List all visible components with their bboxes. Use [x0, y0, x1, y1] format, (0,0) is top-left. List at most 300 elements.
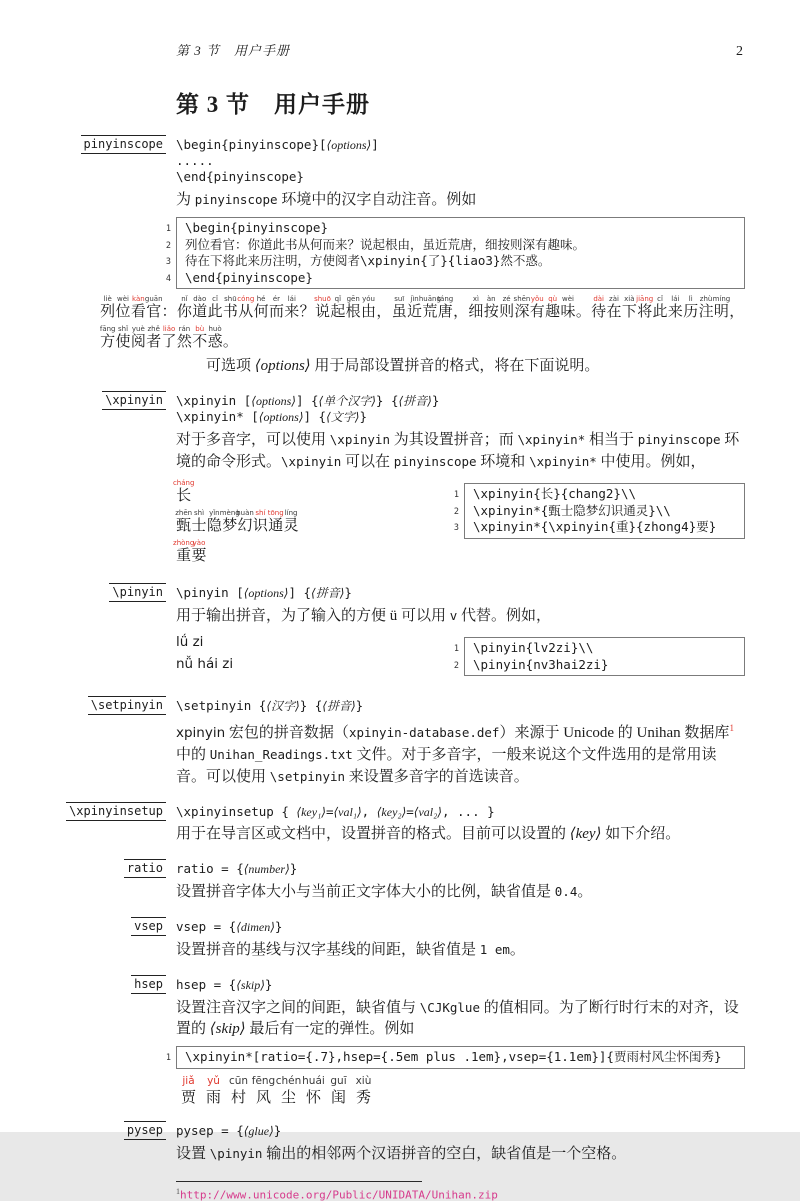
text-segment: ⟨options⟩	[251, 394, 296, 408]
pinyin-syllable: kàn	[132, 295, 145, 303]
hanzi-char: 尘	[281, 1088, 296, 1108]
hanzi-char: 此	[208, 303, 223, 322]
hanzi-char: 起	[330, 303, 345, 322]
text-segment: \end{pinyinscope}	[176, 169, 304, 184]
code-line: \xpinyin*{\xpinyin{重}{zhong4}要}	[473, 519, 736, 536]
ruby-char	[330, 295, 345, 322]
usage-line	[176, 977, 745, 993]
pinyin-syllable: cǐ	[212, 295, 218, 303]
text-segment: ⟨val₁⟩	[333, 805, 361, 819]
line-number: 1	[151, 221, 171, 238]
pinyin-syllable: yào	[193, 539, 206, 547]
pinyin-syllable: yuè	[132, 325, 145, 333]
ruby-char	[422, 295, 437, 322]
hanzi-char: 灵	[284, 517, 299, 536]
pinyin-syllable: wèi	[117, 295, 129, 303]
ruby-char	[637, 295, 652, 322]
macro-label-xpinyin: \xpinyin	[102, 391, 166, 410]
code-line: \pinyin{lv2zi}\\	[473, 640, 736, 657]
ruby-char	[207, 295, 222, 322]
text-segment: 环境中的汉字自动注音。例如	[278, 192, 477, 208]
ruby-char	[683, 295, 698, 322]
content-column	[176, 977, 745, 1111]
section-pinyin	[0, 585, 800, 686]
text-segment: 1 em	[480, 942, 510, 957]
text-segment: 宏包的拼音数据（	[225, 725, 349, 741]
ruby-char	[191, 539, 206, 566]
text-segment: 用于局部设置拼音的格式，将在下面说明。	[311, 358, 600, 374]
running-head	[0, 0, 800, 60]
text-segment: =	[326, 804, 334, 819]
ruby-char	[253, 295, 268, 322]
paragraph	[176, 356, 745, 377]
hanzi-char: 幻	[238, 517, 253, 536]
line-number-gutter	[445, 483, 464, 539]
footnote	[176, 1187, 800, 1201]
ruby-char	[326, 1075, 351, 1108]
section-ratio	[0, 861, 800, 907]
ruby-char	[361, 295, 376, 322]
hanzi-char: 重	[176, 547, 191, 566]
hanzi-char: 列	[100, 303, 115, 322]
ruby-char	[560, 295, 575, 322]
footnote-ref[interactable]: 1	[729, 723, 734, 733]
hanzi-char: 士	[192, 517, 207, 536]
pinyin-syllable: shēn	[514, 295, 531, 303]
pinyin-syllable: cháng	[173, 479, 194, 487]
paragraph	[176, 1143, 745, 1165]
pinyin-syllable: lái	[671, 295, 679, 303]
ruby-char	[284, 295, 299, 322]
usage-pinyinscope	[176, 137, 745, 185]
text-segment: 为其设置拼音；而	[390, 432, 518, 448]
text-segment: 可以在	[341, 454, 394, 470]
hanzi-char: 荒	[422, 303, 437, 322]
page-number: 2	[736, 44, 743, 60]
hanzi-char: 。	[223, 333, 238, 352]
text-segment: 0.4	[555, 884, 578, 899]
hanzi-char: 唐	[438, 303, 453, 322]
pinyin-syllable: liè	[104, 295, 112, 303]
hanzi-char: 说	[315, 303, 330, 322]
content-column	[176, 919, 745, 965]
pinyin-syllable: xiù	[356, 1075, 372, 1088]
code-example-hsep	[176, 1046, 745, 1069]
paragraph	[176, 881, 745, 903]
text-segment: ⟨options⟩	[327, 138, 372, 152]
hanzi-char: 而	[269, 303, 284, 322]
hanzi-char: 近	[407, 303, 422, 322]
section-pysep	[0, 1123, 800, 1169]
pinyin-syllable: zhòng	[173, 539, 194, 547]
usage-setpinyin	[176, 698, 745, 714]
text-segment: 设置拼音字体大小与当前正文字体大小的比例，缺省值是	[176, 884, 555, 900]
hanzi-char: 书	[223, 303, 238, 322]
code-frame	[464, 637, 745, 676]
pinyin-syllable: cūn	[229, 1075, 248, 1088]
margin-column	[0, 698, 176, 792]
macro-label-xpinyinsetup: \xpinyinsetup	[66, 802, 166, 821]
text-segment: 环境和	[477, 454, 530, 470]
text-segment: ⟨options⟩	[259, 410, 304, 424]
code-frame	[176, 1046, 745, 1069]
example-pinyin	[176, 631, 745, 682]
hanzi-char: 虽	[392, 303, 407, 322]
text-segment: ⟨key₂⟩	[377, 805, 407, 819]
section-pinyinscope	[0, 137, 800, 381]
pinyin-syllable: chén	[276, 1075, 302, 1088]
line-number: 2	[445, 658, 459, 675]
text-segment: 设置	[176, 1146, 210, 1162]
pinyin-syllable: cǐ	[657, 295, 663, 303]
usage-line	[176, 919, 745, 935]
ruby-char	[276, 1075, 301, 1108]
ruby-line	[176, 539, 445, 566]
line-number: 3	[151, 254, 171, 271]
example-code-area	[445, 631, 745, 682]
margin-column	[0, 977, 176, 1111]
text-segment: ⟨number⟩	[244, 862, 290, 876]
margin-column	[0, 804, 176, 849]
hanzi-char: 从	[238, 303, 253, 322]
text-segment: 输出的相邻两个汉语拼音的空白，缺省值是一个空格。	[262, 1146, 626, 1162]
text-segment: ] {	[288, 585, 311, 600]
pinyin-syllable: xià	[624, 295, 634, 303]
hanzi-char: 细	[468, 303, 483, 322]
pinyin-syllable: suī	[394, 295, 404, 303]
hanzi-char: 隐	[207, 517, 222, 536]
usage-line	[176, 409, 745, 425]
text-segment: \setpinyin	[270, 769, 345, 784]
margin-column	[0, 861, 176, 907]
text-segment: \CJKglue	[420, 1000, 480, 1015]
key-label-ratio: ratio	[124, 859, 166, 878]
ruby-char	[238, 295, 253, 322]
pinyin-syllable: rán	[179, 325, 191, 333]
pinyin-syllable: xì	[473, 295, 479, 303]
line-number: 1	[445, 641, 459, 658]
margin-column	[0, 1123, 176, 1169]
hanzi-char: 待	[591, 303, 606, 322]
pinyin-syllable: yǒu	[531, 295, 544, 303]
text-segment: ⟨options⟩	[255, 358, 311, 374]
usage-line	[176, 804, 745, 820]
paragraph	[176, 939, 745, 961]
paragraph	[176, 824, 745, 845]
hanzi-char: 明	[714, 303, 729, 322]
ruby-char	[191, 509, 206, 536]
pinyin-output-pinyinscope	[100, 295, 746, 352]
text-segment: 设置拼音的基线与汉字基线的间距，缺省值是	[176, 942, 480, 958]
text-segment: pinyinscope	[638, 432, 721, 447]
text-segment: \setpinyin {	[176, 698, 266, 713]
hanzi-char: ，	[729, 303, 744, 322]
hanzi-char: 秀	[356, 1088, 371, 1108]
text-segment: 如下介绍。	[601, 826, 680, 842]
ruby-char	[499, 295, 514, 322]
hanzi-char: 然	[177, 333, 192, 352]
text-segment: ）来源于 Unicode 的 Unihan 数据库	[499, 725, 729, 741]
ruby-char	[591, 295, 606, 322]
hanzi-char: 则	[499, 303, 514, 322]
code-line: \begin{pinyinscope}	[185, 220, 736, 237]
code-frame	[176, 217, 745, 289]
usage-pysep	[176, 1123, 745, 1139]
hanzi-char: 要	[192, 547, 207, 566]
content-column	[176, 585, 745, 686]
text-segment: 用于输出拼音，为了输入的方便 ü 可以用	[176, 608, 450, 624]
text-segment: xpinyin	[176, 725, 225, 741]
text-segment: ] {	[304, 409, 327, 424]
text-segment: ⟨单个汉字⟩	[319, 394, 376, 408]
hanzi-char: 注	[699, 303, 714, 322]
hanzi-char: 按	[484, 303, 499, 322]
pinyin-syllable: huò	[209, 325, 222, 333]
pinyin-syllable: zhě	[147, 325, 159, 333]
key-label-hsep: hsep	[131, 975, 166, 994]
ruby-char	[269, 295, 284, 322]
code-line: \xpinyin{长}{chang2}\\	[473, 486, 736, 503]
ruby-char	[115, 325, 130, 352]
text-segment: \xpinyin*	[529, 454, 597, 469]
text-segment: ⟨拼音⟩	[311, 586, 344, 600]
text-segment: }	[356, 698, 364, 713]
text-segment: 对于多音字，可以使用	[176, 432, 330, 448]
pinyin-syllable: cóng	[237, 295, 254, 303]
ruby-char	[299, 295, 314, 322]
hanzi-char: 在	[607, 303, 622, 322]
pinyin-syllable: guī	[330, 1075, 346, 1088]
text-segment: \xpinyin [	[176, 393, 251, 408]
hanzi-char: 由	[361, 303, 376, 322]
pinyin-syllable: zhù	[700, 295, 713, 303]
pinyin-syllable: huái	[302, 1075, 325, 1088]
ruby-char	[223, 325, 238, 352]
pinyin-syllable: shì	[194, 509, 204, 517]
code-line: \pinyin{nv3hai2zi}	[473, 657, 736, 674]
example-output-area	[176, 477, 445, 569]
pinyin-syllable: shuō	[314, 295, 331, 303]
hanzi-char: 者	[146, 333, 161, 352]
macro-label-pinyinscope: pinyinscope	[81, 135, 166, 154]
ruby-char	[268, 509, 283, 536]
text-segment: ⟨汉字⟩	[266, 699, 299, 713]
footnote-url-link[interactable]: http://www.unicode.org/Public/UNIDATA/Unihan.zip	[180, 1188, 498, 1201]
ruby-char	[545, 295, 560, 322]
ruby-char	[226, 1075, 251, 1108]
paragraph	[176, 997, 745, 1040]
ruby-char	[315, 295, 330, 322]
usage-ratio	[176, 861, 745, 877]
usage-hsep	[176, 977, 745, 993]
hanzi-char: 看	[131, 303, 146, 322]
example-xpinyin	[176, 477, 745, 569]
hanzi-char: 风	[256, 1088, 271, 1108]
ruby-char	[729, 295, 744, 322]
ruby-char	[253, 509, 268, 536]
pinyin-syllable: liǎo	[163, 325, 175, 333]
key-label-pysep: pysep	[124, 1121, 166, 1140]
pinyin-syllable: huāng	[419, 295, 441, 303]
page-title: 第 3 节 用户手册	[176, 86, 800, 119]
text-segment: 可选项	[206, 358, 255, 374]
pinyin-syllable: wèi	[562, 295, 574, 303]
section-hsep	[0, 977, 800, 1111]
usage-line	[176, 1123, 745, 1139]
ruby-char	[176, 509, 191, 536]
hanzi-char: 将	[637, 303, 652, 322]
content-column	[176, 698, 745, 792]
ruby-char	[223, 295, 238, 322]
text-segment: ,	[362, 804, 377, 819]
text-segment: v	[450, 608, 458, 623]
ruby-char	[714, 295, 729, 322]
hanzi-char: 雨	[206, 1088, 221, 1108]
line-number-gutter	[445, 637, 464, 676]
line-number: 1	[445, 487, 459, 504]
text-segment: 。	[510, 942, 525, 958]
hanzi-char: 下	[622, 303, 637, 322]
hanzi-char: 了	[162, 333, 177, 352]
pinyin-syllable: yóu	[362, 295, 375, 303]
ruby-line	[176, 1075, 745, 1108]
line-number-gutter	[151, 217, 176, 289]
code-example-pinyin	[445, 637, 745, 676]
usage-pinyin	[176, 585, 745, 601]
pinyin-syllable: jìn	[410, 295, 418, 303]
ruby-char	[146, 295, 161, 322]
section-setpinyin	[0, 698, 800, 792]
hanzi-char: 深	[514, 303, 529, 322]
margin-column	[0, 919, 176, 965]
text-segment: }	[290, 861, 298, 876]
paragraph	[176, 429, 745, 473]
text-segment: \xpinyinsetup {	[176, 804, 296, 819]
ruby-char	[131, 295, 146, 322]
ruby-char	[201, 1075, 226, 1108]
ruby-char	[131, 325, 146, 352]
usage-line	[176, 861, 745, 877]
ruby-char	[351, 1075, 376, 1108]
text-segment: 相当于	[585, 432, 638, 448]
hanzi-char: 道	[192, 303, 207, 322]
ruby-char	[438, 295, 453, 322]
hanzi-char: 有	[530, 303, 545, 322]
pinyin-syllable: míng	[713, 295, 731, 303]
ruby-char	[146, 325, 161, 352]
usage-line	[176, 393, 745, 409]
hanzi-char: 历	[683, 303, 698, 322]
text-segment: ⟨key₁⟩	[296, 805, 326, 819]
hanzi-char: 阅	[131, 333, 146, 352]
text-segment: \begin{pinyinscope}[	[176, 137, 327, 152]
usage-vsep	[176, 919, 745, 935]
paragraph	[176, 189, 745, 211]
ruby-char	[177, 295, 192, 322]
usage-line	[176, 153, 745, 169]
text-segment: pysep = {	[176, 1123, 244, 1138]
ruby-char	[100, 295, 115, 322]
code-line: \xpinyin*[ratio={.7},hsep={.5em plus .1em},vsep={1.1em}]{贾雨村风尘怀闺秀}	[185, 1049, 736, 1066]
text-segment: 最后有一定的弹性。例如	[246, 1021, 415, 1037]
text-segment: 设置注音汉字之间的间距，缺省值与	[176, 1000, 420, 1016]
text-segment: ⟨val₂⟩	[414, 805, 442, 819]
text-segment: 来设置多音字的首选读音。	[345, 769, 529, 785]
hanzi-char: ：	[162, 303, 177, 322]
pinyin-syllable: jiāng	[636, 295, 653, 303]
ruby-char	[606, 295, 621, 322]
text-segment: Unihan_Readings.txt	[210, 747, 353, 762]
code-line: 列位看官：你道此书从何而来？说起根由，虽近荒唐，细按则深有趣味。	[185, 237, 736, 254]
line-number: 2	[151, 238, 171, 255]
hanzi-char: 方	[100, 333, 115, 352]
pinyin-syllable: jiǎ	[182, 1075, 194, 1088]
margin-column	[0, 393, 176, 573]
pinyin-syllable: qù	[548, 295, 557, 303]
text-segment: 。	[577, 884, 592, 900]
text-segment: \xpinyin* [	[176, 409, 259, 424]
text-segment: 代替。例如，	[457, 608, 551, 624]
text-segment: 用于在导言区或文档中，设置拼音的格式。目前可以设置的	[176, 826, 570, 842]
pinyin-output-xpinyin	[176, 479, 445, 566]
code-line: \xpinyin*{甄士隐梦幻识通灵}\\	[473, 503, 736, 520]
ruby-char	[484, 295, 499, 322]
text-segment: 的值相同。为了断行时行末的对齐，设置的	[176, 1000, 739, 1037]
pinyin-syllable: dài	[593, 295, 604, 303]
code-frame	[464, 483, 745, 539]
text-segment: \xpinyin	[330, 432, 390, 447]
pinyin-syllable: tōng	[268, 509, 284, 517]
ruby-char	[376, 295, 391, 322]
pinyin-syllable: qǐ	[335, 295, 341, 303]
text-segment: xpinyin-database.def	[349, 725, 500, 740]
pinyin-syllable: huàn	[236, 509, 254, 517]
pinyin-syllable: fāng	[100, 325, 116, 333]
text-segment: \pinyin	[210, 1146, 263, 1161]
content-column	[176, 1123, 745, 1169]
text-segment: =	[406, 804, 414, 819]
pinyin-output-line: lǘ zi	[176, 631, 445, 653]
ruby-line	[100, 295, 746, 322]
text-segment: } {	[300, 698, 323, 713]
text-segment: }	[359, 409, 367, 424]
line-number: 1	[151, 1050, 171, 1067]
ruby-char	[207, 325, 222, 352]
ruby-char	[392, 295, 407, 322]
hanzi-char: 位	[116, 303, 131, 322]
hanzi-char: 。	[576, 303, 591, 322]
ruby-char	[622, 295, 637, 322]
ruby-char	[668, 295, 683, 322]
hanzi-char: ，	[453, 303, 468, 322]
text-segment: \xpinyin	[281, 454, 341, 469]
ruby-char	[176, 1075, 201, 1108]
hanzi-char: 村	[231, 1088, 246, 1108]
hanzi-char: 识	[253, 517, 268, 536]
ruby-char	[100, 325, 115, 352]
text-segment: }	[344, 585, 352, 600]
section-vsep	[0, 919, 800, 965]
pinyin-syllable: guān	[145, 295, 163, 303]
ruby-char	[301, 1075, 326, 1108]
ruby-char	[177, 325, 192, 352]
text-segment: ]	[371, 137, 379, 152]
content-column	[176, 804, 745, 849]
pinyin-syllable: mèng	[220, 509, 240, 517]
ruby-line	[176, 509, 445, 536]
pinyin-syllable: yǔ	[207, 1075, 220, 1088]
usage-line	[176, 169, 745, 185]
